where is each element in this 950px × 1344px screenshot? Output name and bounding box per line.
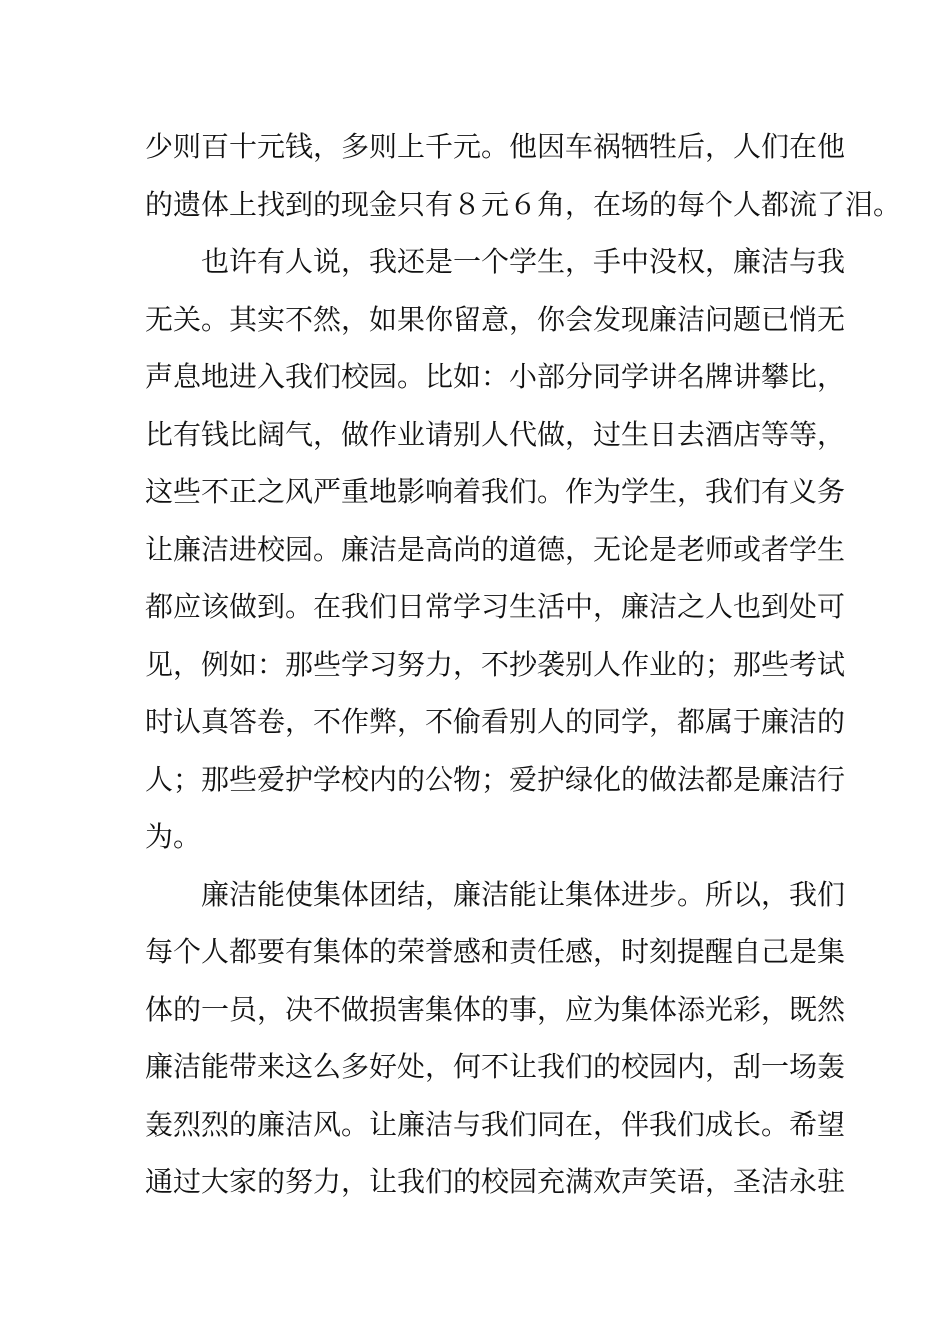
text-line: 见，例如：那些学习努力，不抄袭别人作业的；那些考试 bbox=[145, 647, 846, 681]
text-line: 通过大家的努力，让我们的校园充满欢声笑语，圣洁永驻 bbox=[145, 1165, 846, 1198]
text-line: 每个人都要有集体的荣誉感和责任感，时刻提醒自己是集 bbox=[145, 935, 846, 968]
text-line: 廉洁能使集体团结，廉洁能让集体进步。所以，我们 bbox=[201, 877, 846, 911]
text-line: 无关。其实不然，如果你留意，你会发现廉洁问题已悄无 bbox=[145, 302, 846, 336]
text-line: 体的一员，决不做损害集体的事，应为集体添光彩，既然 bbox=[145, 992, 846, 1026]
text-line: 也许有人说，我还是一个学生，手中没权，廉洁与我 bbox=[201, 245, 846, 278]
text-line: 时认真答卷，不作弊，不偷看别人的同学，都属于廉洁的 bbox=[145, 705, 846, 738]
text-line: 声息地进入我们校园。比如：小部分同学讲名牌讲攀比， bbox=[145, 360, 846, 393]
text-line: 都应该做到。在我们日常学习生活中，廉洁之人也到处可 bbox=[145, 590, 846, 623]
text-line: 人；那些爱护学校内的公物；爱护绿化的做法都是廉洁行 bbox=[145, 762, 846, 796]
text-line: 廉洁能带来这么多好处，何不让我们的校园内，刮一场轰 bbox=[145, 1050, 846, 1083]
text-line: 的遗体上找到的现金只有８元６角，在场的每个人都流了泪。 bbox=[145, 187, 902, 221]
paragraph-1 bbox=[145, 118, 902, 233]
text-line: 比有钱比阔气，做作业请别人代做，过生日去酒店等等， bbox=[145, 417, 846, 451]
paragraph-3 bbox=[145, 866, 846, 1211]
text-line: 让廉洁进校园。廉洁是高尚的道德，无论是老师或者学生 bbox=[145, 532, 846, 566]
paragraph-2 bbox=[145, 233, 846, 866]
text-line: 轰烈烈的廉洁风。让廉洁与我们同在，伴我们成长。希望 bbox=[145, 1107, 846, 1141]
text-line: 少则百十元钱，多则上千元。他因车祸牺牲后，人们在他 bbox=[145, 130, 846, 163]
text-line: 为。 bbox=[145, 820, 202, 853]
document-body bbox=[145, 118, 902, 1211]
text-line: 这些不正之风严重地影响着我们。作为学生，我们有义务 bbox=[145, 475, 846, 508]
